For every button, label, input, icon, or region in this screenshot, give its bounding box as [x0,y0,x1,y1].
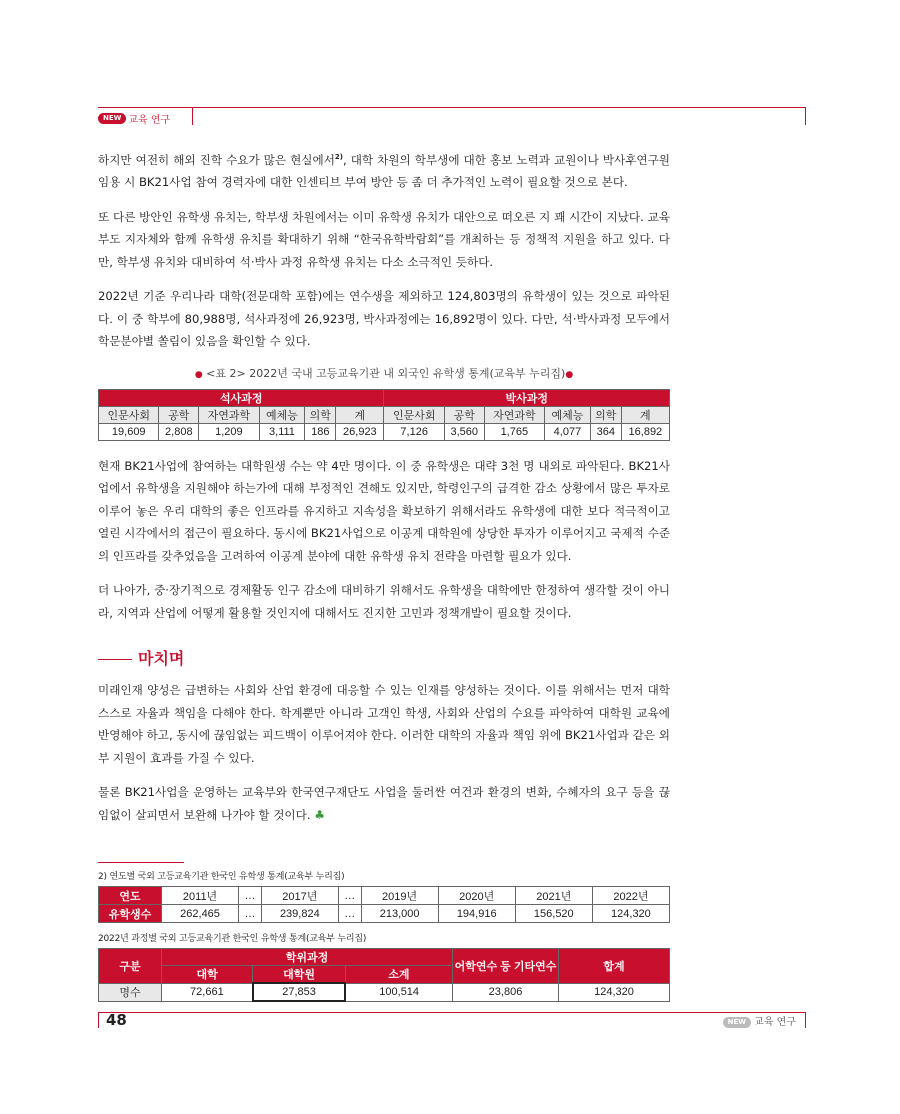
col-header: 자연과학 [484,406,544,423]
col-header: 연도 [99,887,162,905]
col-header: 학위과정 [162,949,453,966]
header-label-box [98,108,193,125]
col-header: 계 [621,406,669,423]
footnotes [98,862,670,1002]
table-cell: 100,514 [345,983,452,1001]
table-cell: 2017년 [261,887,338,905]
table-cell: … [239,887,262,905]
table-cell: 2021년 [515,887,592,905]
table-cell: 2022년 [592,887,669,905]
table-cell: 2020년 [438,887,515,905]
row-header: 명수 [99,983,162,1001]
footnote-rule [98,862,184,863]
paragraph-7: 물론 BK21사업을 운영하는 교육부와 한국연구재단도 사업을 둘러싼 여건과 환경의 변화, 수혜자의 요구 등을 끊임없이 살피면서 보완해 나가야 할 것이다. ♣ [98,785,670,822]
section-heading [98,646,670,669]
table-cell: 26,923 [336,423,384,440]
highlighted-cell: 27,853 [253,983,346,1001]
row-header: 유학생수 [99,905,162,923]
table-cell: … [338,887,361,905]
table-cell: 2019년 [361,887,438,905]
table-cell: 194,916 [438,905,515,923]
col-header: 공학 [159,406,199,423]
col-header: 대학 [162,966,253,984]
footer-section [723,1013,796,1028]
master-header: 석사과정 [99,389,384,406]
paragraph-2: 또 다른 방안인 유학생 유치는, 학부생 차원에서는 이미 유학생 유치가 대안으로 떠오른 지 꽤 시간이 지났다. 교육부도 지자체와 함께 유학생 유치를 확대하기 위해 “한국유학박람회”를 개최하는 등 정책적 지원을 하고 있다. 다만, 학부생 유치와 대비하여 석·박사 과정 유학생 유치는 다소 소극적인 듯하다. [98,209,670,269]
footnote-1-title: 2) 연도별 국외 고등교육기관 한국인 유학생 통계(교육부 누리집) [98,872,345,882]
table-cell: 3,560 [444,423,484,440]
section-title: 마치며 [138,649,185,669]
col-header: 예체능 [259,406,305,423]
heading-rule [98,659,132,660]
table-cell: 124,320 [592,905,669,923]
col-header: 예체능 [545,406,591,423]
table-2 [98,389,670,441]
paragraph-6: 미래인재 양성은 급변하는 사회와 산업 환경에 대응할 수 있는 인재를 양성하는 것이다. 이를 위해서는 먼저 대학 스스로 자율과 책임을 다해야 한다. 학계뿐만 아니라 고객인 학생, 사회와 산업의 수요를 파악하여 대학원 교육에 반영해야 하고, 동시에 끊임없는 피드백이 이루어져야 한다. 이러한 대학의 자율과 책임 위에 BK21사업과 같은 외부 지원이 효과를 가질 수 있다. [98,683,670,765]
col-header: 의학 [590,406,621,423]
col-header: 어학연수 등 기타연수 [453,949,559,984]
col-header: 대학원 [253,966,346,984]
paragraph-5: 더 나아가, 중·장기적으로 경제활동 인구 감소에 대비하기 위해서도 유학생을 대학에만 한정하여 생각할 것이 아니라, 지역과 산업에 어떻게 활용할 것인지에 대해서도 진지한 고민과 정책개발이 필요할 것이다. [98,583,670,620]
table-cell: 156,520 [515,905,592,923]
table-2-columns [99,406,670,423]
col-header: 인문사회 [99,406,159,423]
table-cell: 2011년 [162,887,239,905]
paragraph-1: 하지만 여전히 해외 진학 수요가 많은 현실에서$^{2)}$, 대학 차원의 학부생에 대한 홍보 노력과 교원이나 박사후연구원 임용 시 BK21사업 참여 경력자에 대한 인센티브 부여 방안 등 좀 더 추가적인 노력이 필요할 것으로 본다. [98,152,671,190]
doctor-header: 박사과정 [384,389,670,406]
article-body [98,146,670,838]
footer-right-tick [805,1012,806,1028]
footer-left-tick [98,1012,99,1028]
table-cell: 213,000 [361,905,438,923]
table-cell: 364 [590,423,621,440]
col-header: 의학 [305,406,336,423]
table-cell: 186 [305,423,336,440]
bullet-dot-icon: ● [565,369,574,380]
footnote-table-2 [98,948,670,1002]
col-header: 구분 [99,949,162,984]
table-cell: 124,320 [559,983,670,1001]
table-cell: … [239,905,262,923]
table-cell: 7,126 [384,423,444,440]
footer-section-label: 교육 연구 [754,1017,796,1028]
table-cell: 239,824 [261,905,338,923]
col-header: 계 [336,406,384,423]
col-header: 합계 [559,949,670,984]
paragraph-3: 2022년 기준 우리나라 대학(전문대학 포함)에는 연수생을 제외하고 124,803명의 유학생이 있는 것으로 파악된다. 이 중 학부에 80,988명, 석사과정에 26,923명, 박사과정에는 16,892명이 있다. 다만, 석·박사과정 모두에서 학문분야별 쏠림이 있음을 확인할 수 있다. [98,289,670,349]
table-cell: 1,209 [199,423,259,440]
paragraph-4: 현재 BK21사업에 참여하는 대학원생 수는 약 4만 명이다. 이 중 유학생은 대략 3천 명 내외로 파악된다. BK21사업에서 유학생을 지원해야 하는가에 대해 부정적인 견해도 있지만, 학령인구의 급격한 감소 상황에서 많은 투자로 이루어 놓은 우리 대학의 좋은 인프라를 유지하고 지속성을 확보하기 위해서라도 유학생에 대한 보다 적극적이고 열린 시각에서의 접근이 필요하다. 동시에 BK21사업으로 이공계 대학원에 상당한 투자가 이루어지고 국제적 수준의 인프라를 갖추었음을 고려하여 이공계 분야에 대한 유학생 유치 전략을 마련할 필요가 있다. [98,458,670,563]
table-cell: 16,892 [621,423,669,440]
col-header: 자연과학 [199,406,259,423]
footnote-table-1 [98,886,670,923]
page-number: 48 [106,1011,127,1029]
new-badge: NEW [98,113,126,124]
table-cell: 2,808 [159,423,199,440]
table-cell: 72,661 [162,983,253,1001]
bullet-dot-icon: ● [194,369,203,380]
table-cell: 3,111 [259,423,305,440]
clover-icon: ♣ [314,807,325,822]
col-header: 소계 [345,966,452,984]
table-row [99,983,670,1001]
table-row [99,423,670,440]
table-2-title: ● <표 2> 2022년 국내 고등교육기관 내 외국인 유학생 통계(교육부 누리집)● [194,366,574,380]
table-cell: 19,609 [99,423,159,440]
footer-rule [98,1012,806,1013]
col-header: 공학 [444,406,484,423]
table-cell: 23,806 [453,983,559,1001]
table-row [99,905,670,923]
footnote-ref[interactable]: 2) [334,153,343,161]
table-cell: 4,077 [545,423,591,440]
table-cell: … [338,905,361,923]
page-footer [98,1012,806,1028]
new-badge: NEW [723,1017,751,1028]
table-cell: 1,765 [484,423,544,440]
footnote-2-title: 2022년 과정별 국외 고등교육기관 한국인 유학생 통계(교육부 누리집) [98,934,367,944]
page-header [98,107,806,125]
header-section-label: 교육 연구 [128,115,171,126]
col-header: 인문사회 [384,406,444,423]
table-cell: 262,465 [162,905,239,923]
header-right-tick [805,108,806,125]
